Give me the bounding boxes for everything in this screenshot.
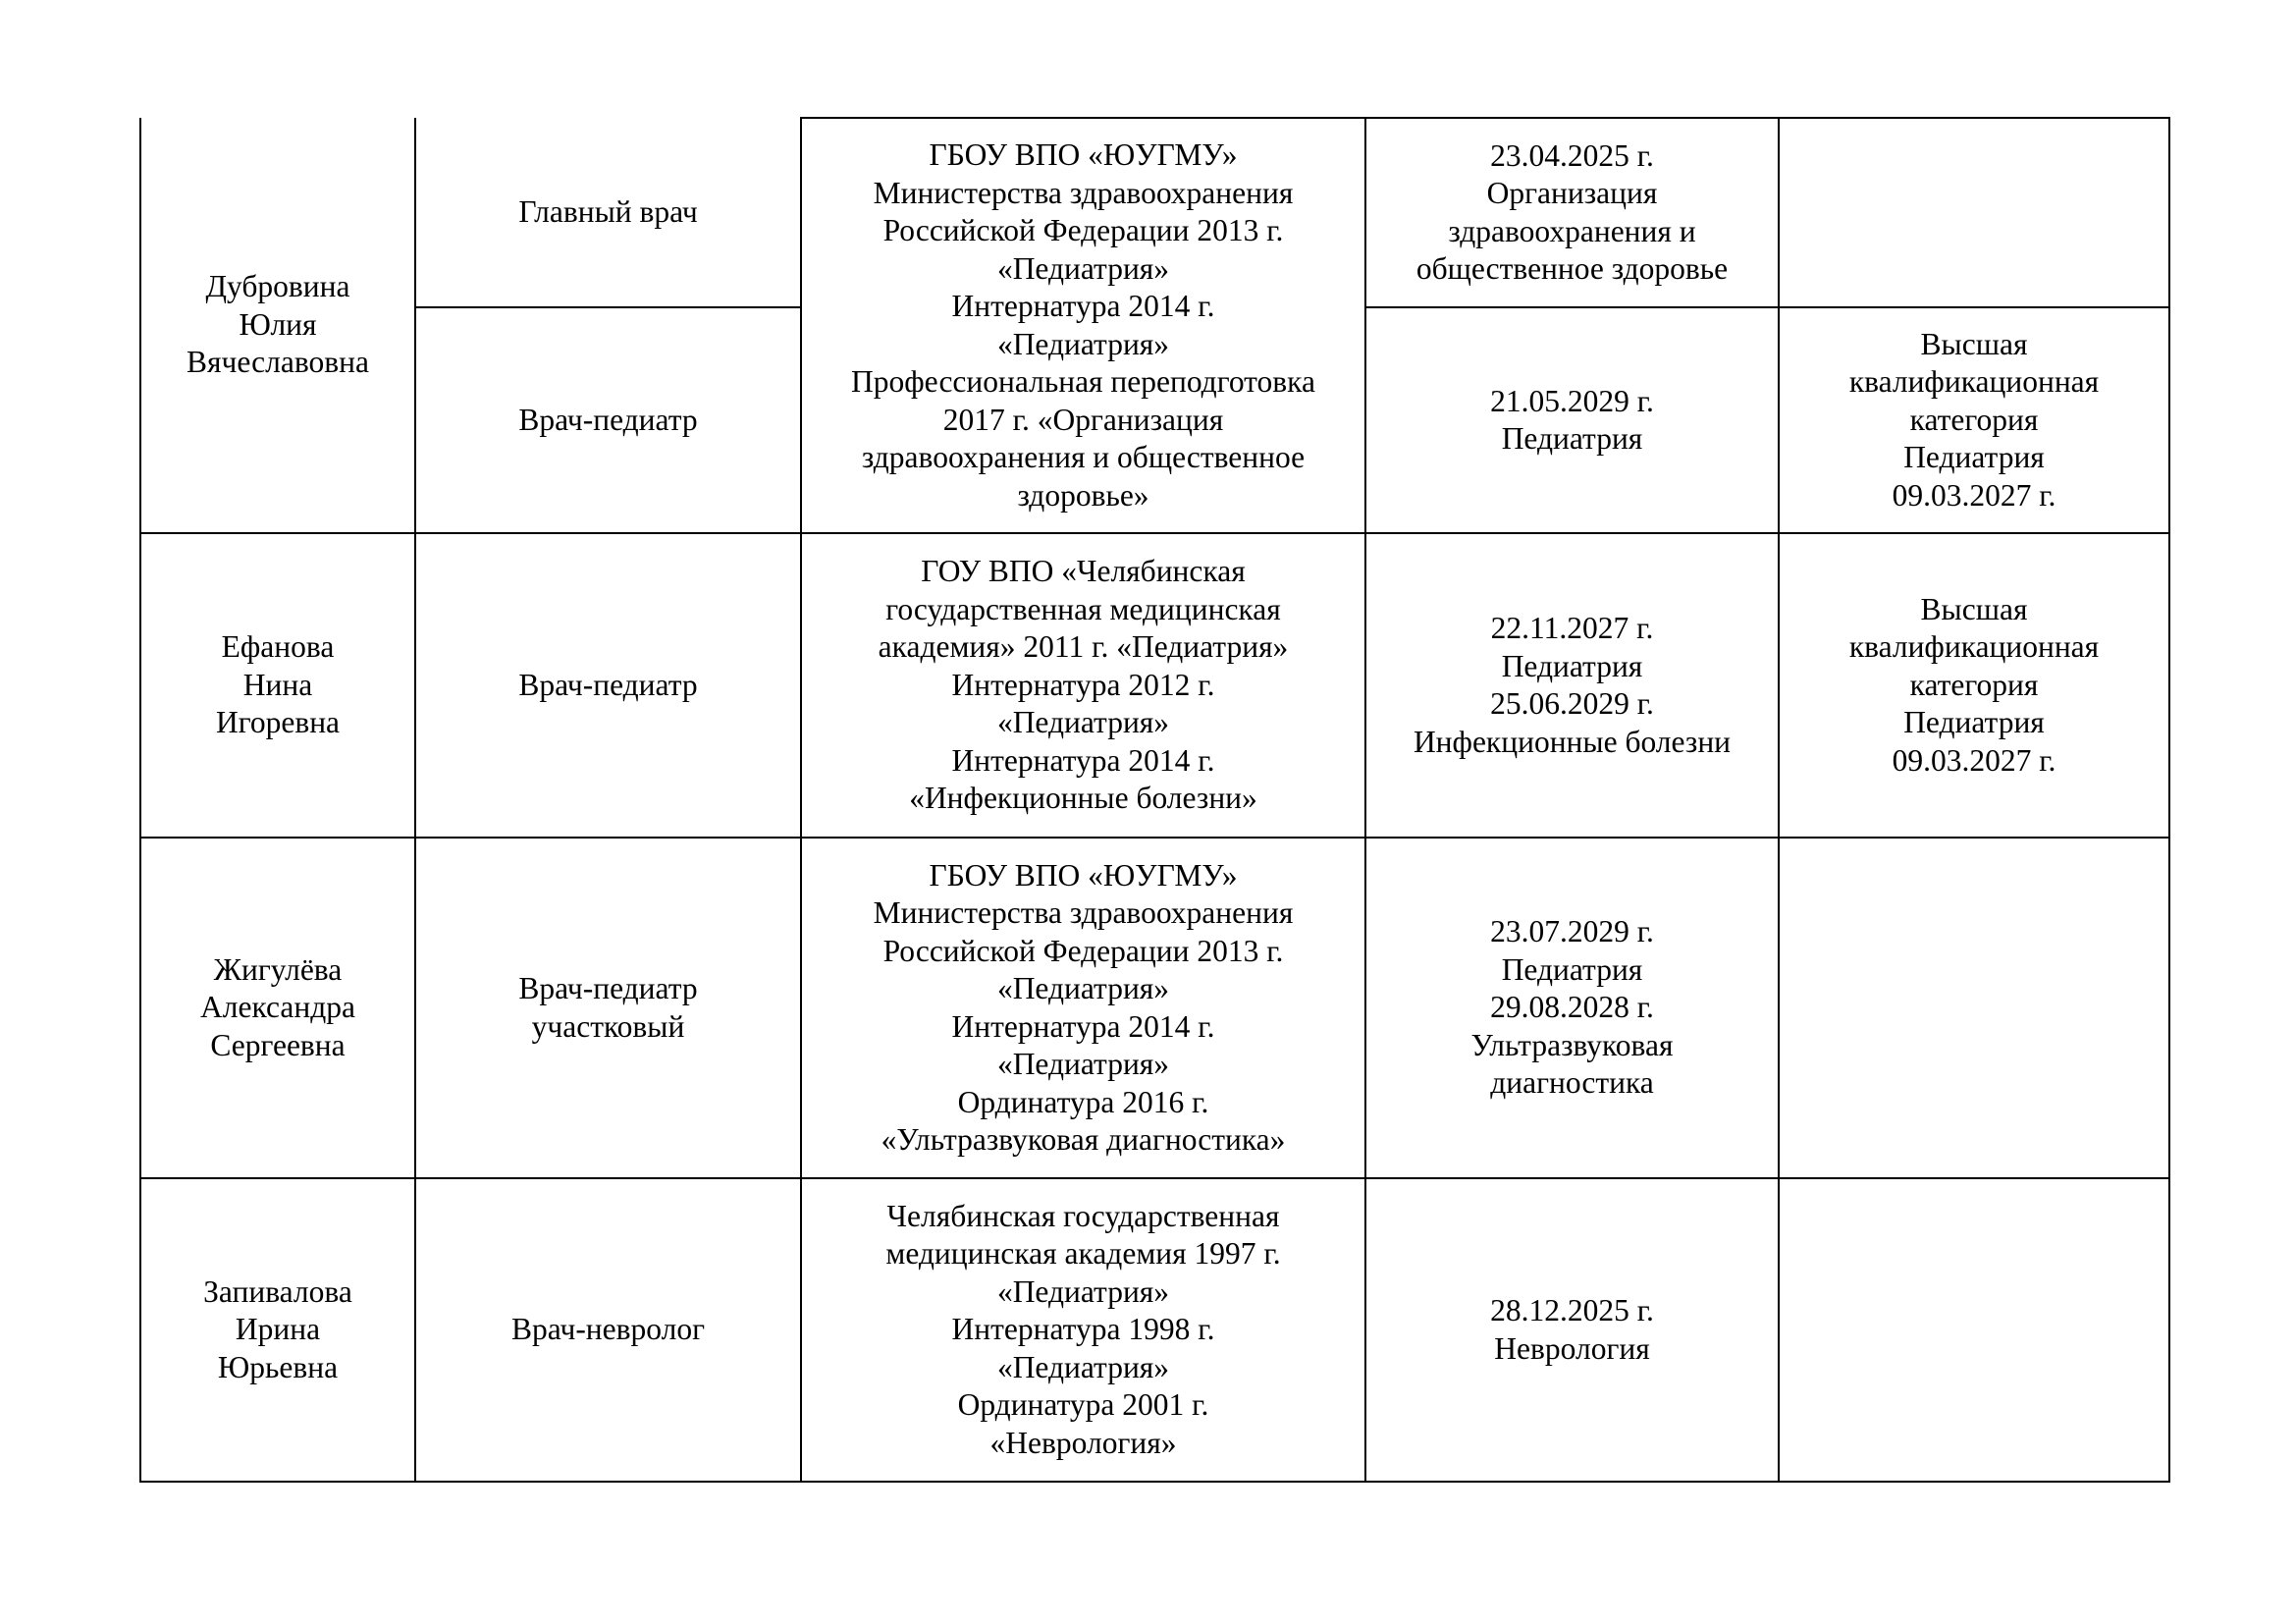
employee-name-cell: Ефанова Нина Игоревна xyxy=(140,533,415,838)
category-cell xyxy=(1779,838,2169,1178)
category-cell xyxy=(1779,1178,2169,1482)
table-row xyxy=(140,838,2169,1178)
employee-name-cell: Дубровина Юлия Вячеславовна xyxy=(140,118,415,533)
staff-qualification-table xyxy=(139,117,2170,1483)
category-cell: Высшая квалификационная категория Педиатрия 09.03.2027 г. xyxy=(1779,533,2169,838)
certificate-cell: 23.04.2025 г. Организация здравоохранения и общественное здоровье xyxy=(1365,118,1779,307)
certificate-cell: 23.07.2029 г. Педиатрия 29.08.2028 г. Ультразвуковая диагностика xyxy=(1365,838,1779,1178)
category-cell: Высшая квалификационная категория Педиатрия 09.03.2027 г. xyxy=(1779,307,2169,533)
position-cell: Врач-невролог xyxy=(415,1178,801,1482)
position-cell: Врач-педиатр xyxy=(415,533,801,838)
position-cell: Главный врач xyxy=(415,118,801,307)
table-row xyxy=(140,1178,2169,1482)
education-cell: Челябинская государственная медицинская академия 1997 г. «Педиатрия» Интернатура 1998 г. «Педиатрия» Ординатура 2001 г. «Неврология» xyxy=(801,1178,1365,1482)
table-row xyxy=(140,533,2169,838)
employee-name-cell: Запивалова Ирина Юрьевна xyxy=(140,1178,415,1482)
certificate-cell: 28.12.2025 г. Неврология xyxy=(1365,1178,1779,1482)
position-cell: Врач-педиатр xyxy=(415,307,801,533)
certificate-cell: 22.11.2027 г. Педиатрия 25.06.2029 г. Инфекционные болезни xyxy=(1365,533,1779,838)
table-row xyxy=(140,118,2169,307)
education-cell: ГОУ ВПО «Челябинская государственная медицинская академия» 2011 г. «Педиатрия» Интернатура 2012 г. «Педиатрия» Интернатура 2014 г. «Инфекционные болезни» xyxy=(801,533,1365,838)
education-cell: ГБОУ ВПО «ЮУГМУ» Министерства здравоохранения Российской Федерации 2013 г. «Педиатрия» Интернатура 2014 г. «Педиатрия» Ординатура 2016 г. «Ультразвуковая диагностика» xyxy=(801,838,1365,1178)
category-cell xyxy=(1779,118,2169,307)
certificate-cell: 21.05.2029 г. Педиатрия xyxy=(1365,307,1779,533)
position-cell: Врач-педиатр участковый xyxy=(415,838,801,1178)
education-cell: ГБОУ ВПО «ЮУГМУ» Министерства здравоохранения Российской Федерации 2013 г. «Педиатрия» Интернатура 2014 г. «Педиатрия» Профессиональная переподготовка 2017 г. «Организация здравоохранения и общественное здоровье» xyxy=(801,118,1365,533)
employee-name-cell: Жигулёва Александра Сергеевна xyxy=(140,838,415,1178)
